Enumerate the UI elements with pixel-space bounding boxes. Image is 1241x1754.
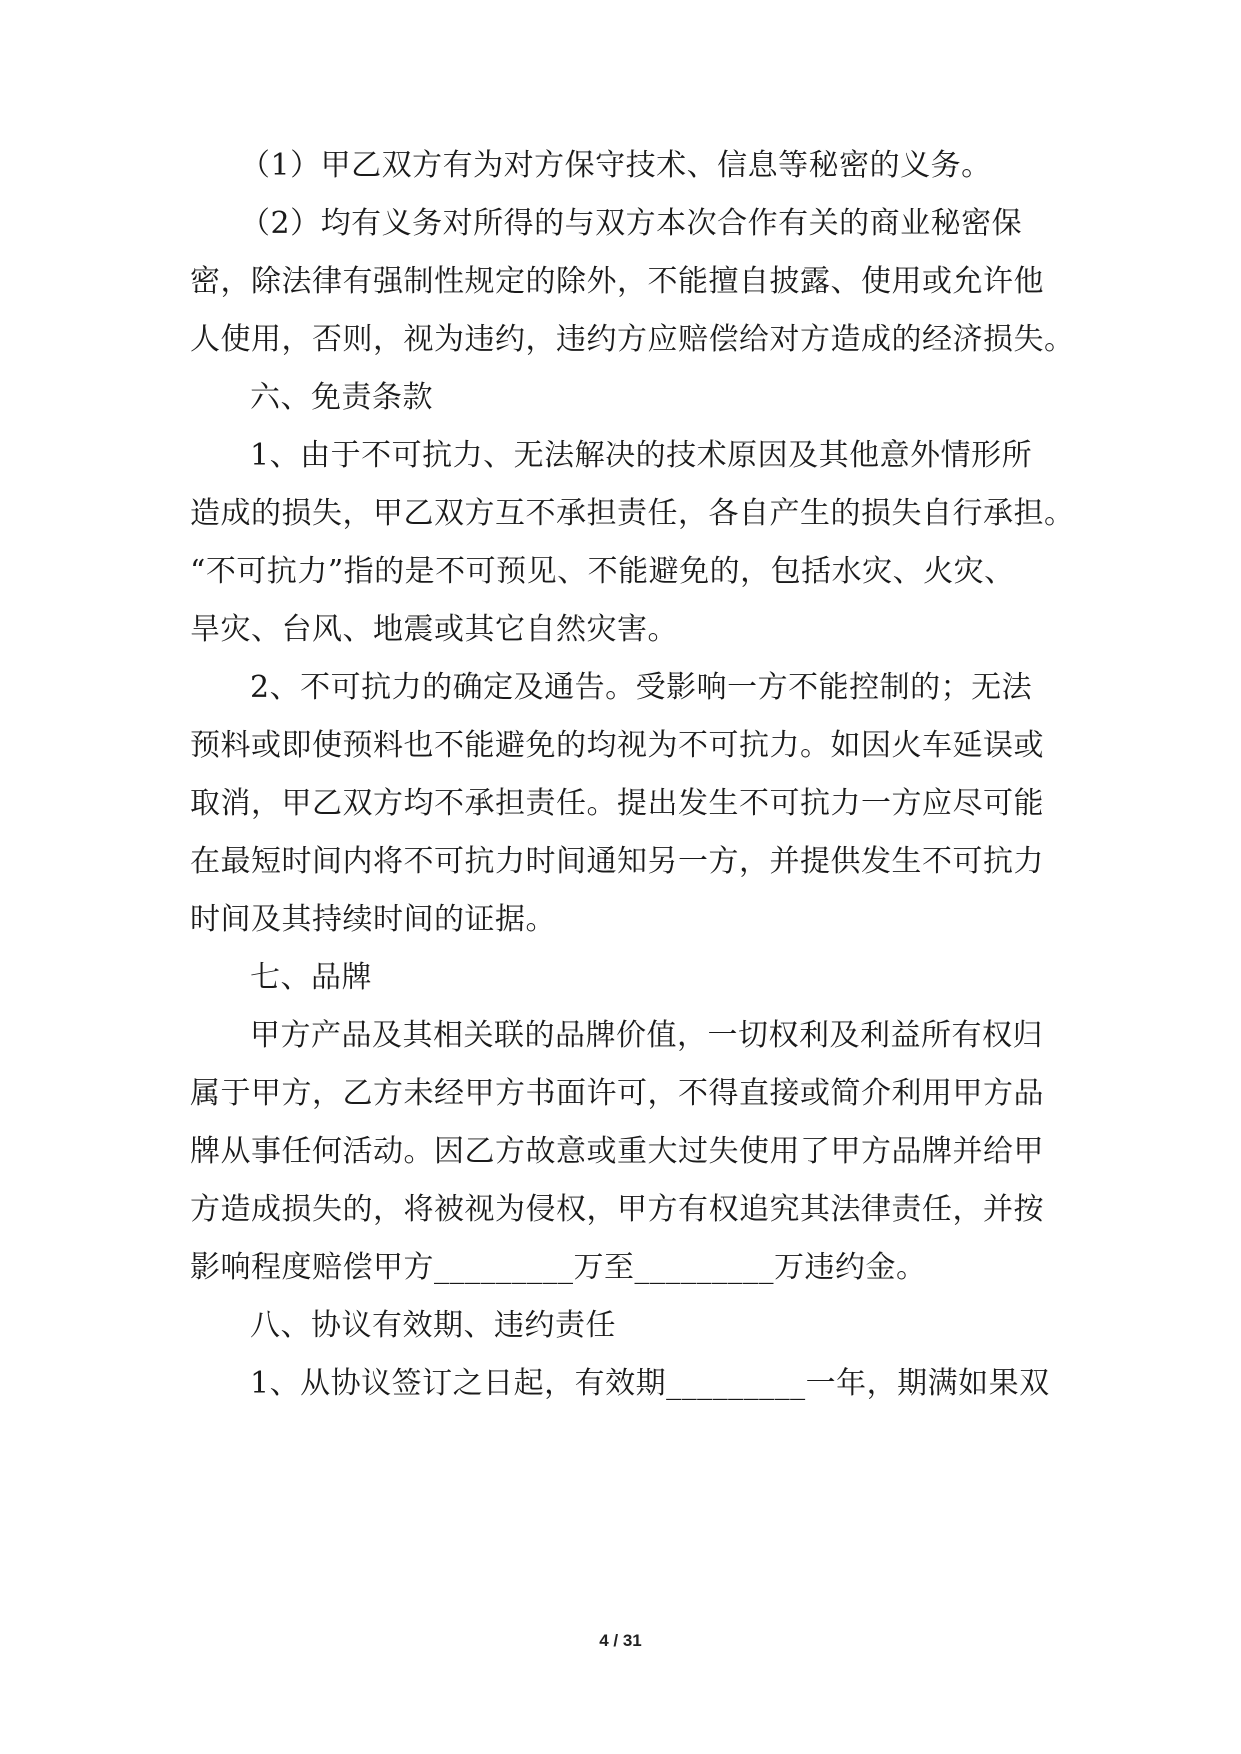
paragraph-line: 造成的损失，甲乙双方互不承担责任，各自产生的损失自行承担。 <box>190 496 1075 531</box>
paragraph-line: 人使用，否则，视为违约，违约方应赔偿给对方造成的经济损失。 <box>190 322 1075 357</box>
paragraph-line: 方造成损失的，将被视为侵权，甲方有权追究其法律责任，并按 <box>190 1192 1044 1227</box>
paragraph-line: 1、从协议签订之日起，有效期_________一年，期满如果双 <box>250 1366 1050 1401</box>
paragraph-line: 2、不可抗力的确定及通告。受影响一方不能控制的；无法 <box>250 670 1033 705</box>
paragraph-line: 旱灾、台风、地震或其它自然灾害。 <box>190 612 678 647</box>
paragraph-line: 预料或即使预料也不能避免的均视为不可抗力。如因火车延误或 <box>190 728 1044 763</box>
page-number: 4 / 31 <box>599 1631 642 1650</box>
paragraph-line: 牌从事任何活动。因乙方故意或重大过失使用了甲方品牌并给甲 <box>190 1134 1044 1169</box>
paragraph-line: 取消，甲乙双方均不承担责任。提出发生不可抗力一方应尽可能 <box>190 786 1044 821</box>
paragraph-line: 属于甲方，乙方未经甲方书面许可，不得直接或简介利用甲方品 <box>190 1076 1044 1111</box>
paragraph-line: （2）均有义务对所得的与双方本次合作有关的商业秘密保 <box>240 206 1023 241</box>
section-heading: 七、品牌 <box>250 960 372 995</box>
paragraph-line: 甲方产品及其相关联的品牌价值，一切权利及利益所有权归 <box>250 1018 1043 1053</box>
paragraph-line: 密，除法律有强制性规定的除外，不能擅自披露、使用或允许他 <box>190 264 1044 299</box>
paragraph-line: 时间及其持续时间的证据。 <box>190 902 556 937</box>
paragraph-line: （1）甲乙双方有为对方保守技术、信息等秘密的义务。 <box>240 148 992 183</box>
paragraph-line: 1、由于不可抗力、无法解决的技术原因及其他意外情形所 <box>250 438 1033 473</box>
paragraph-line: 影响程度赔偿甲方_________万至_________万违约金。 <box>190 1250 927 1285</box>
section-heading: 八、协议有效期、违约责任 <box>250 1308 616 1343</box>
paragraph-line: 在最短时间内将不可抗力时间通知另一方，并提供发生不可抗力 <box>190 844 1044 879</box>
section-heading: 六、免责条款 <box>250 380 433 415</box>
paragraph-line: “不可抗力”指的是不可预见、不能避免的，包括水灾、火灾、 <box>190 554 1015 589</box>
